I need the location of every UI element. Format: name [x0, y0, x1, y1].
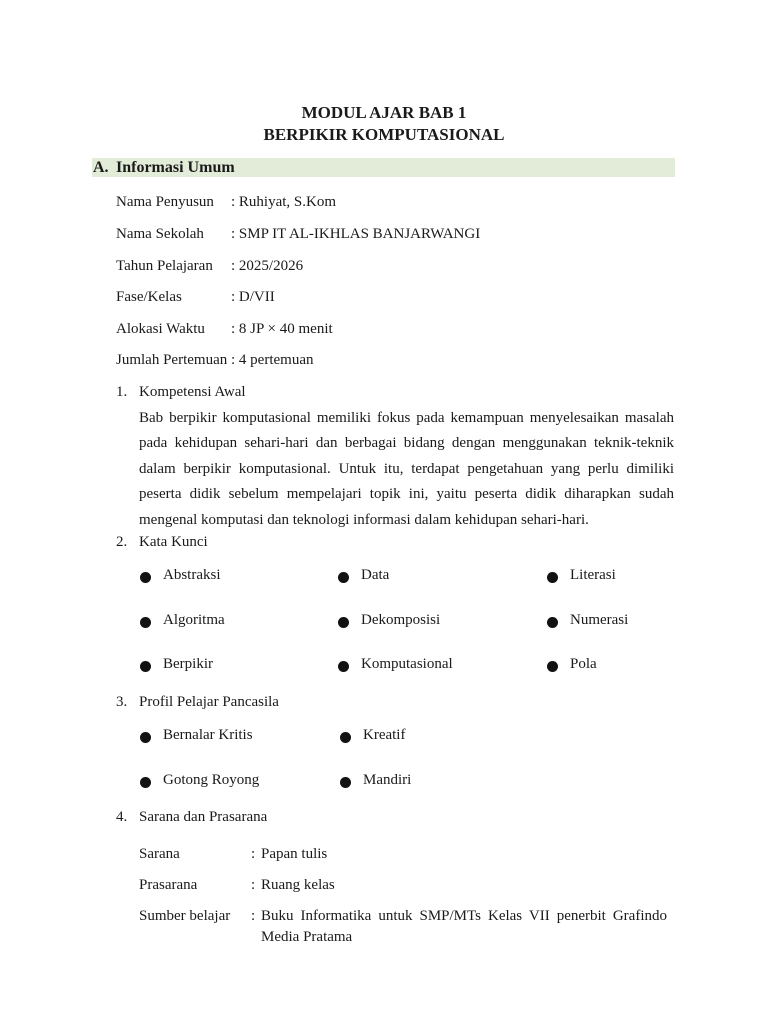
item-number: 4. [116, 809, 128, 825]
info-label-sekolah: Nama Sekolah [116, 226, 204, 242]
info-label-alokasi: Alokasi Waktu [116, 321, 205, 337]
bullet-icon [140, 572, 151, 583]
section-a-marker: A. [93, 159, 109, 176]
info-value-alokasi: : 8 JP × 40 menit [231, 321, 333, 337]
prasarana-separator: : [251, 877, 256, 893]
kompetensi-awal-paragraph [139, 406, 674, 533]
keyword-item: Abstraksi [163, 567, 221, 583]
item-title-profil: Profil Pelajar Pancasila [139, 694, 279, 710]
sumber-belajar-value-cont: Media Pratama [261, 929, 353, 945]
prasarana-value: Ruang kelas [261, 877, 335, 893]
doc-title-line1: MODUL AJAR BAB 1 [301, 103, 467, 122]
sarana-value: Papan tulis [261, 846, 328, 862]
item-number: 1. [116, 384, 128, 400]
sumber-belajar-separator: : [251, 908, 256, 924]
bullet-icon [338, 617, 349, 628]
bullet-icon [338, 661, 349, 672]
bullet-icon [140, 777, 151, 788]
paragraph-line: pada kehidupan sehari-hari dan berbagai bidang dengan menggunakan teknik-teknik [139, 435, 674, 452]
keyword-item: Dekomposisi [361, 612, 441, 628]
bullet-icon [140, 661, 151, 672]
keyword-item: Komputasional [361, 656, 453, 672]
item-title-kata-kunci: Kata Kunci [139, 534, 208, 550]
paragraph-line: dalam berpikir komputasional. Untuk itu, terdapat pengetahuan yang perlu dimiliki [139, 460, 674, 477]
bullet-icon [140, 617, 151, 628]
keyword-item: Data [361, 567, 390, 583]
sumber-belajar-value: Buku Informatika untuk SMP/MTs Kelas VII penerbit Grafindo [261, 908, 667, 924]
item-title-sarana: Sarana dan Prasarana [139, 809, 268, 825]
paragraph-line: mengenal komputasi dan teknologi informasi dalam kehidupan sehari-hari. [139, 511, 589, 528]
info-label-fase: Fase/Kelas [116, 289, 182, 305]
keyword-item: Pola [570, 656, 597, 672]
item-number: 3. [116, 694, 128, 710]
paragraph-line: peserta didik sebelum mempelajari topik ini, yaitu peserta didik diharapkan sudah [139, 486, 674, 503]
keyword-item: Numerasi [570, 612, 629, 628]
info-value-tahun: : 2025/2026 [231, 258, 304, 274]
paragraph-line: Bab berpikir komputasional memiliki fokus pada kemampuan menyelesaikan masalah [139, 410, 674, 426]
keyword-item: Berpikir [163, 656, 213, 672]
info-value-fase: : D/VII [231, 289, 275, 305]
sarana-separator: : [251, 846, 256, 862]
item-number: 2. [116, 534, 128, 550]
info-value-pertemuan: : 4 pertemuan [231, 352, 314, 368]
sumber-belajar-label: Sumber belajar [139, 908, 231, 924]
bullet-icon [140, 732, 151, 743]
info-label-pertemuan: Jumlah Pertemuan [116, 352, 228, 368]
sarana-label: Sarana [139, 846, 180, 862]
keyword-item: Algoritma [163, 612, 225, 628]
bullet-icon [340, 777, 351, 788]
bullet-icon [547, 572, 558, 583]
info-label-tahun: Tahun Pelajaran [116, 258, 213, 274]
profil-item: Gotong Royong [163, 772, 260, 788]
bullet-icon [338, 572, 349, 583]
info-label-penyusun: Nama Penyusun [116, 194, 214, 210]
keyword-item: Literasi [570, 567, 616, 583]
item-title-kompetensi-awal: Kompetensi Awal [139, 384, 246, 400]
profil-item: Mandiri [363, 772, 412, 788]
info-value-sekolah: : SMP IT AL-IKHLAS BANJARWANGI [231, 226, 481, 242]
doc-title-line2: BERPIKIR KOMPUTASIONAL [263, 125, 505, 144]
bullet-icon [547, 617, 558, 628]
info-value-penyusun: : Ruhiyat, S.Kom [231, 194, 337, 210]
profil-item: Bernalar Kritis [163, 727, 253, 743]
prasarana-label: Prasarana [139, 877, 198, 893]
bullet-icon [340, 732, 351, 743]
section-a-heading: Informasi Umum [116, 159, 235, 176]
profil-item: Kreatif [363, 727, 406, 743]
bullet-icon [547, 661, 558, 672]
